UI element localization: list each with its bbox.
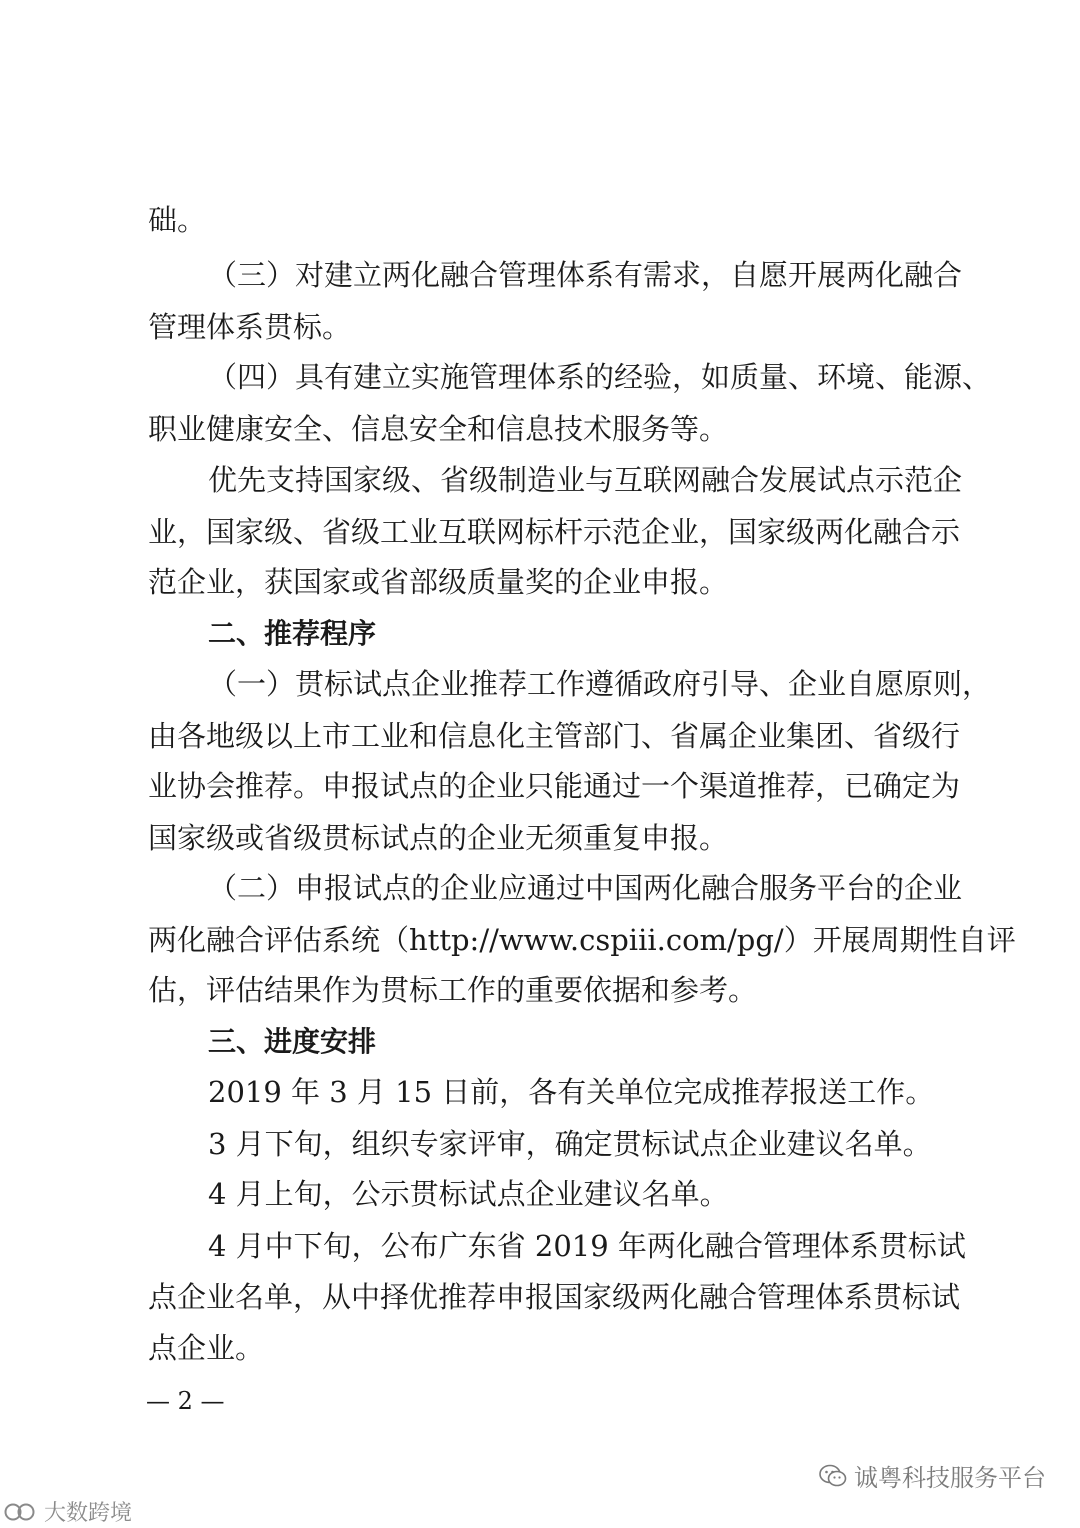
- watermark-left-text: 大数跨境: [44, 1501, 133, 1526]
- text-line: 4 月上旬，公示贯标试点企业建议名单。: [208, 1177, 729, 1211]
- text-line: 两化融合评估系统（http://www.cspiii.com/pg/）开展周期性自评: [148, 923, 1016, 957]
- text-line: 3 月下旬，组织专家评审，确定贯标试点企业建议名单。: [208, 1127, 932, 1161]
- section-heading: 三、进度安排: [208, 1025, 377, 1058]
- text-line: 础。: [148, 203, 207, 237]
- watermark-right: [818, 1458, 1046, 1493]
- text-line: 业协会推荐。申报试点的企业只能通过一个渠道推荐，已确定为: [148, 769, 961, 803]
- text-line: 范企业，获国家或省部级质量奖的企业申报。: [148, 565, 729, 599]
- logo-icon: [4, 1501, 38, 1523]
- watermark-left: [4, 1496, 132, 1527]
- section-heading: 二、推荐程序: [208, 617, 377, 650]
- wechat-icon: [818, 1463, 848, 1489]
- text-line: （三）对建立两化融合管理体系有需求，自愿开展两化融合: [208, 258, 963, 292]
- text-line: 业，国家级、省级工业互联网标杆示范企业，国家级两化融合示: [148, 515, 961, 549]
- text-line: 4 月中下旬，公布广东省 2019 年两化融合管理体系贯标试: [208, 1229, 966, 1263]
- text-line: 管理体系贯标。: [148, 310, 352, 344]
- page-number: — 2 —: [146, 1387, 225, 1415]
- text-line: 点企业名单，从中择优推荐申报国家级两化融合管理体系贯标试: [148, 1280, 961, 1314]
- text-line: 国家级或省级贯标试点的企业无须重复申报。: [148, 821, 729, 855]
- text-line: 2019 年 3 月 15 日前，各有关单位完成推荐报送工作。: [208, 1075, 935, 1109]
- watermark-right-text: 诚粤科技服务平台: [854, 1464, 1046, 1492]
- text-line: 估，评估结果作为贯标工作的重要依据和参考。: [148, 973, 758, 1007]
- text-line: 点企业。: [148, 1331, 265, 1365]
- text-line: （二）申报试点的企业应通过中国两化融合服务平台的企业: [208, 871, 963, 905]
- text-line: （一）贯标试点企业推荐工作遵循政府引导、企业自愿原则，: [208, 667, 992, 701]
- text-line: 优先支持国家级、省级制造业与互联网融合发展试点示范企: [208, 463, 963, 497]
- text-line: （四）具有建立实施管理体系的经验，如质量、环境、能源、: [208, 360, 992, 394]
- text-line: 职业健康安全、信息安全和信息技术服务等。: [148, 412, 729, 446]
- text-line: 由各地级以上市工业和信息化主管部门、省属企业集团、省级行: [148, 719, 961, 753]
